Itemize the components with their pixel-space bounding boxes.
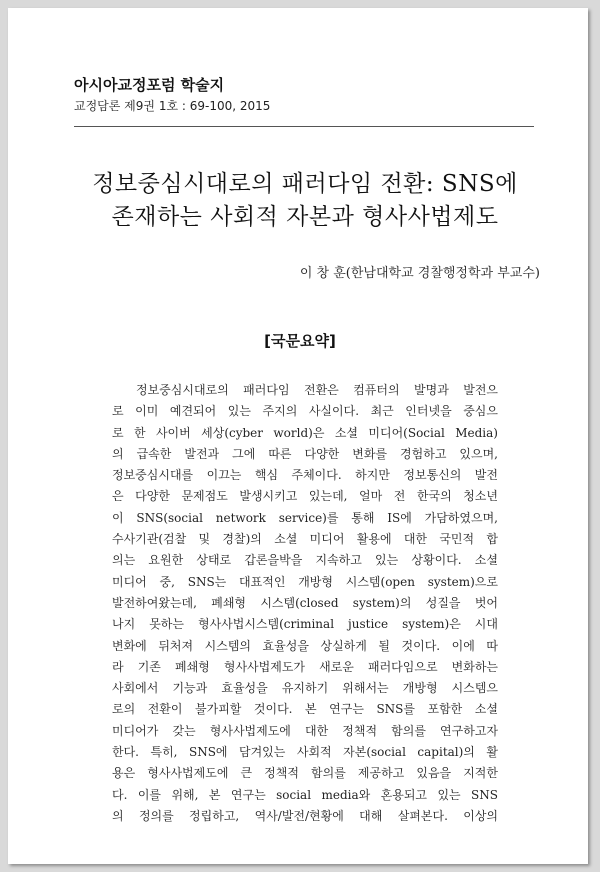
abstract-line: 라 기존 폐쇄형 형사사법제도가 새로운 패러다임으로 변화하는 — [112, 659, 498, 674]
abstract-line: 나지 못하는 형사사법시스템(criminal justice system)은 시대 — [112, 617, 498, 632]
abstract-line: 로의 전환이 불가피할 것이다. 본 연구는 SNS를 포함한 소셜 — [112, 702, 498, 717]
abstract-line: 의 급속한 발전과 그에 따른 다양한 변화를 경험하고 있으며, — [112, 446, 498, 461]
abstract-line: 은 다양한 문제점도 발생시키고 있는데, 얼마 전 한국의 청소년 — [112, 489, 498, 504]
abstract-body — [112, 380, 498, 827]
abstract-line: 수사기관(검찰 및 경찰)의 소셜 미디어 활용에 대한 국민적 합 — [112, 532, 498, 547]
author-byline: 이 창 훈(한남대학교 경찰행정학과 부교수) — [299, 266, 540, 281]
abstract-line: 로 한 사이버 세상(cyber world)은 소셜 미디어(Social Media) — [112, 425, 498, 440]
abstract-line: 의는 요원한 상태로 갑론을박을 지속하고 있는 상황이다. 소셜 — [112, 553, 498, 568]
paper-title-line-2: 존재하는 사회적 자본과 형사사법제도 — [111, 204, 499, 230]
journal-issue: 교정담론 제9권 1호 : 69-100, 2015 — [74, 99, 271, 113]
journal-name: 아시아교정포럼 학술지 — [74, 76, 225, 94]
abstract-line: 용은 형사사법제도에 큰 정책적 함의를 제공하고 있음을 지적한 — [112, 766, 498, 781]
abstract-line: 정보중심시대를 이끄는 핵심 주체이다. 하지만 정보통신의 발전 — [112, 468, 498, 483]
abstract-line: 다. 이를 위해, 본 연구는 social media와 혼용되고 있는 SNS — [112, 787, 498, 802]
abstract-heading: [국문요약] — [264, 332, 336, 350]
abstract-line: 이 SNS(social network service)를 통해 IS에 가담하였으며, — [112, 510, 498, 525]
abstract-line: 로 이미 예견되어 있는 주지의 사실이다. 최근 인터넷을 중심으 — [112, 404, 498, 419]
abstract-line: 미디어 중, SNS는 대표적인 개방형 시스템(open system)으로 — [112, 574, 498, 589]
abstract-line: 한다. 특히, SNS에 담겨있는 사회적 자본(social capital)의 활 — [112, 745, 498, 760]
abstract-line: 발전하여왔는데, 폐쇄형 시스템(closed system)의 성질을 벗어 — [112, 595, 498, 610]
abstract-line: 변화에 뒤처져 시스템의 효율성을 상실하게 될 것이다. 이에 따 — [112, 638, 498, 653]
header-divider — [74, 126, 534, 127]
abstract-line: 미디어가 갖는 형사사법제도에 대한 정책적 함의를 연구하고자 — [112, 723, 498, 738]
abstract-line: 의 정의를 정립하고, 역사/발전/현황에 대해 살펴본다. 이상의 — [112, 808, 498, 823]
paper-title-line-1: 정보중심시대로의 패러다임 전환: SNS에 — [92, 171, 518, 197]
paper-title — [70, 168, 540, 234]
abstract-line: 사회에서 기능과 효율성을 유지하기 위해서는 개방형 시스템으 — [112, 681, 498, 696]
abstract-line: 정보중심시대로의 패러다임 전환은 컴퓨터의 발명과 발전으 — [136, 383, 498, 397]
